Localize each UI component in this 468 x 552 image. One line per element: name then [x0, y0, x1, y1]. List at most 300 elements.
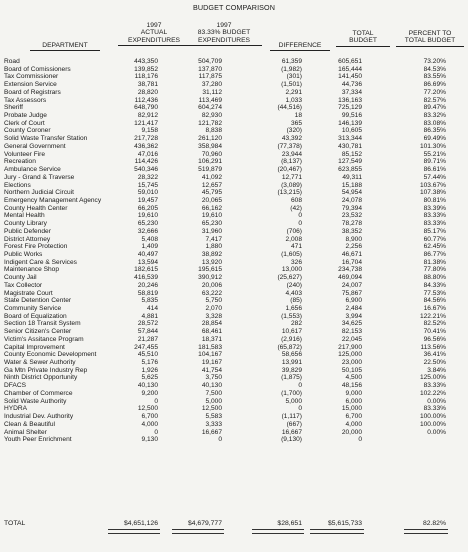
percent-cell: 83.32% [423, 112, 446, 120]
actual-cell: 59,010 [137, 189, 158, 197]
table-row [0, 104, 468, 112]
total-budget-cell: 10,605 [341, 127, 362, 135]
percent-cell: 89.71% [423, 158, 446, 166]
difference-cell: 13,000 [281, 266, 302, 274]
budget-cell: 12,500 [201, 405, 222, 413]
difference-cell: (42) [290, 204, 302, 212]
actual-cell: 6,700 [141, 413, 158, 421]
department-cell: Northern Judicial Circuit [4, 189, 74, 197]
percent-cell: 83.39% [423, 204, 446, 212]
difference-cell: 23,944 [281, 150, 302, 158]
total-actual: $4,651,126 [123, 520, 158, 527]
table-row [0, 282, 468, 290]
difference-cell: (13,215) [277, 189, 302, 197]
department-cell: Road [4, 58, 20, 65]
difference-cell: (301) [286, 73, 302, 81]
budget-cell: 3,333 [205, 420, 222, 428]
budget-cell: 117,875 [198, 73, 222, 81]
actual-cell: 40,130 [137, 382, 158, 390]
total-total-budget: $5,615,733 [327, 520, 362, 527]
department-cell: Public Defender [4, 227, 51, 235]
table-row [0, 97, 468, 105]
budget-cell: 1,880 [205, 243, 222, 251]
department-cell: District Attorney [4, 235, 51, 243]
total-budget-cell: 430,781 [338, 142, 362, 150]
table-row [0, 367, 468, 375]
percent-cell: 102.22% [419, 389, 446, 397]
table-row [0, 81, 468, 89]
department-cell: Section 18 Transit System [4, 320, 81, 328]
actual-cell: 414 [146, 305, 158, 312]
difference-cell: 58,656 [281, 351, 302, 359]
total-budget-cell: 0 [358, 436, 362, 444]
total-label: TOTAL [4, 520, 26, 527]
difference-cell: 1,656 [285, 305, 302, 312]
total-budget-cell: 136,163 [338, 96, 362, 104]
table-row [0, 220, 468, 228]
actual-cell: 121,417 [134, 119, 158, 127]
difference-cell: (1,553) [281, 312, 302, 320]
total-budget-cell: 6,900 [345, 297, 362, 305]
percent-cell: 100.00% [419, 413, 446, 421]
table-row [0, 429, 468, 437]
department-cell: Tax Collector [4, 281, 43, 289]
actual-cell: 9,158 [141, 127, 158, 135]
total-budget-cell: 2,256 [345, 243, 362, 251]
total-budget-cell: 37,334 [341, 88, 362, 96]
difference-cell: (320) [286, 127, 302, 135]
actual-cell: 57,844 [137, 328, 158, 336]
difference-cell: (3,089) [281, 181, 302, 189]
actual-cell: 28,572 [137, 320, 158, 328]
table-row [0, 251, 468, 259]
department-cell: Industrial Dev. Authority [4, 413, 74, 421]
total-budget-cell: 16,704 [341, 258, 362, 266]
table-row [0, 328, 468, 336]
department-cell: Board of Equalization [4, 312, 67, 320]
table-row [0, 66, 468, 74]
total-budget-cell: 127,549 [338, 158, 362, 166]
percent-cell: 83.33% [423, 382, 446, 390]
total-budget-cell: 6,700 [345, 413, 362, 421]
table-row [0, 313, 468, 321]
percent-cell: 82.52% [423, 320, 446, 328]
difference-cell: (240) [286, 281, 302, 289]
department-cell: Board of Registrars [4, 88, 61, 96]
budget-cell: 2,070 [205, 305, 222, 312]
difference-cell: 12,771 [281, 173, 302, 181]
difference-cell: 0 [298, 212, 302, 220]
total-budget-cell: 15,000 [341, 405, 362, 413]
table-row [0, 359, 468, 367]
budget-cell: 7,500 [205, 389, 222, 397]
budget-cell: 5,583 [205, 413, 222, 421]
difference-cell: (667) [286, 420, 302, 428]
percent-cell: 101.30% [419, 142, 446, 150]
department-cell: General Government [4, 142, 66, 150]
difference-cell: (2,916) [281, 335, 302, 343]
percent-cell: 77.80% [423, 266, 446, 274]
actual-cell: 28,820 [137, 88, 158, 96]
department-cell: Solid Waste Transfer Station [4, 135, 88, 143]
table-row [0, 243, 468, 251]
department-cell: Sheriff [4, 104, 23, 112]
total-budget-cell: 44,736 [341, 81, 362, 89]
actual-cell: 21,287 [137, 335, 158, 343]
table-row [0, 413, 468, 421]
total-budget-cell: 9,000 [345, 389, 362, 397]
department-cell: County Coroner [4, 127, 51, 135]
budget-cell: 390,912 [198, 274, 222, 282]
percent-cell: 86.77% [423, 250, 446, 258]
table-row [0, 421, 468, 429]
budget-cell: 40,130 [201, 382, 222, 390]
table-row [0, 266, 468, 274]
difference-cell: 18 [294, 112, 302, 120]
table-row [0, 89, 468, 97]
total-budget-cell: 34,625 [341, 320, 362, 328]
difference-cell: 608 [290, 196, 302, 204]
budget-cell: 70,960 [201, 150, 222, 158]
department-cell: Animal Shelter [4, 428, 47, 436]
double-rule [404, 529, 448, 534]
difference-cell: (77,378) [277, 142, 302, 150]
table-row [0, 320, 468, 328]
double-rule [252, 529, 304, 534]
actual-cell: 416,539 [134, 274, 158, 282]
total-budget-cell: 23,000 [341, 359, 362, 367]
actual-cell: 436,362 [134, 142, 158, 150]
actual-cell: 38,781 [137, 81, 158, 89]
percent-cell: 83.08% [423, 119, 446, 127]
budget-cell: 13,920 [201, 258, 222, 266]
percent-cell: 80.81% [423, 196, 446, 204]
header-budget-expenditures: 1997 83.33% BUDGET EXPENDITURES [186, 22, 262, 46]
table-row [0, 228, 468, 236]
difference-cell: 61,359 [281, 58, 302, 65]
budget-cell: 504,709 [198, 58, 222, 65]
budget-cell: 113,469 [198, 96, 222, 104]
actual-cell: 58,819 [137, 289, 158, 297]
percent-cell: 60.77% [423, 235, 446, 243]
table-row [0, 351, 468, 359]
percent-cell: 83.33% [423, 220, 446, 228]
table-row [0, 205, 468, 213]
percent-cell: 83.33% [423, 405, 446, 413]
department-cell: Public Works [4, 250, 43, 258]
budget-cell: 106,291 [198, 158, 222, 166]
budget-cell: 41,754 [201, 366, 222, 374]
percent-cell: 85.17% [423, 227, 446, 235]
budget-cell: 31,112 [202, 88, 222, 96]
table-row [0, 436, 468, 444]
department-cell: HYDRA [4, 405, 28, 413]
percent-cell: 16.67% [423, 305, 446, 312]
department-cell: DFACS [4, 382, 26, 390]
total-budget-cell: 725,129 [338, 104, 362, 112]
table-row [0, 297, 468, 305]
budget-cell: 41,092 [201, 173, 222, 181]
difference-cell: (9,130) [281, 436, 302, 444]
total-budget-cell: 234,738 [338, 266, 362, 274]
total-budget-cell: 50,105 [341, 366, 362, 374]
difference-cell: 10,617 [281, 328, 302, 336]
actual-cell: 20,246 [137, 281, 158, 289]
budget-cell: 137,870 [198, 65, 222, 73]
budget-cell: 519,879 [198, 166, 222, 174]
total-budget-cell: 15,188 [341, 181, 362, 189]
actual-cell: 4,000 [141, 420, 158, 428]
total-budget-cell: 79,394 [341, 204, 362, 212]
percent-cell: 0.00% [427, 397, 446, 405]
percent-cell: 86.35% [423, 127, 446, 135]
percent-cell: 100.00% [419, 420, 446, 428]
budget-cell: 16,667 [201, 428, 222, 436]
total-budget-cell: 3,994 [345, 312, 362, 320]
actual-cell: 45,510 [137, 351, 158, 359]
table-row [0, 120, 468, 128]
percent-cell: 113.56% [420, 343, 446, 351]
difference-cell: 5,000 [285, 397, 302, 405]
double-rule [172, 529, 224, 534]
total-budget-cell: 469,094 [338, 274, 362, 282]
budget-cell: 28,854 [201, 320, 222, 328]
actual-cell: 5,625 [141, 374, 158, 382]
department-cell: Ga Mtn Private Industry Rep [4, 366, 88, 374]
actual-cell: 28,322 [137, 173, 158, 181]
department-cell: County Economic Development [4, 351, 97, 359]
percent-cell: 36.41% [423, 351, 446, 359]
total-row [0, 519, 468, 528]
percent-cell: 55.21% [423, 150, 446, 158]
difference-cell: 1,033 [285, 96, 302, 104]
total-budget-cell: 165,444 [338, 65, 362, 73]
difference-cell: (85) [290, 297, 302, 305]
actual-cell: 217,728 [134, 135, 158, 143]
budget-cell: 20,006 [201, 281, 222, 289]
budget-cell: 66,162 [201, 204, 222, 212]
actual-cell: 0 [154, 428, 158, 436]
total-budget-cell: 78,278 [341, 220, 362, 228]
budget-cell: 0 [218, 436, 222, 444]
budget-cell: 12,657 [201, 181, 222, 189]
table-row [0, 236, 468, 244]
department-cell: Clerk of Court [4, 119, 45, 127]
difference-cell: 2,008 [285, 235, 302, 243]
difference-cell: (25,627) [277, 274, 302, 282]
budget-cell: 18,371 [201, 335, 222, 343]
total-budget-cell: 24,007 [341, 281, 362, 289]
department-cell: State Detention Center [4, 297, 72, 305]
table-row [0, 390, 468, 398]
difference-cell: (8,137) [281, 158, 302, 166]
percent-cell: 22.50% [423, 359, 446, 367]
department-cell: Tax Assessors [4, 96, 47, 104]
total-difference: $28,651 [277, 520, 302, 527]
budget-cell: 82,930 [201, 112, 222, 120]
table-row [0, 174, 468, 182]
difference-cell: 282 [290, 320, 302, 328]
department-cell: Elections [4, 181, 31, 189]
department-cell: Chamber of Commerce [4, 389, 73, 397]
percent-cell: 77.53% [423, 289, 446, 297]
total-budget-cell: 54,954 [341, 189, 362, 197]
department-cell: Ninth District Opportunity [4, 374, 78, 382]
actual-cell: 540,346 [134, 166, 158, 174]
difference-cell: 39,829 [281, 366, 302, 374]
percent-cell: 70.41% [423, 328, 446, 336]
table-row [0, 259, 468, 267]
actual-cell: 47,016 [137, 150, 158, 158]
department-cell: Capital Improvement [4, 343, 65, 351]
actual-cell: 40,497 [137, 250, 158, 258]
difference-cell: (1,700) [281, 389, 302, 397]
budget-cell: 5,000 [205, 397, 222, 405]
table-row [0, 135, 468, 143]
department-cell: Community Service [4, 305, 62, 312]
difference-cell: 0 [298, 382, 302, 390]
difference-cell: 471 [290, 243, 302, 251]
budget-cell: 195,615 [198, 266, 222, 274]
percent-cell: 82.57% [423, 96, 446, 104]
actual-cell: 5,835 [141, 297, 158, 305]
department-cell: Mental Health [4, 212, 45, 220]
actual-cell: 114,426 [134, 158, 158, 166]
actual-cell: 19,457 [137, 196, 158, 204]
department-cell: Forest Fire Protection [4, 243, 68, 251]
department-cell: Tax Commissioner [4, 73, 59, 81]
percent-cell: 125.00% [419, 374, 446, 382]
header-actual-expenditures: 1997 ACTUAL EXPENDITURES [118, 22, 190, 46]
budget-cell: 63,222 [201, 289, 222, 297]
percent-cell: 0.00% [427, 428, 446, 436]
percent-cell: 81.38% [423, 258, 446, 266]
total-percent: 82.82% [422, 520, 446, 527]
actual-cell: 13,594 [137, 258, 158, 266]
total-budget-cell: 49,311 [342, 173, 362, 181]
actual-cell: 9,130 [141, 436, 158, 444]
table-row [0, 336, 468, 344]
actual-cell: 1,409 [141, 243, 158, 251]
actual-cell: 648,790 [134, 104, 158, 112]
budget-cell: 19,167 [201, 359, 222, 367]
total-budget-cell: 8,900 [345, 235, 362, 243]
department-cell: County Jail [4, 274, 37, 282]
department-cell: Water & Sewer Authority [4, 359, 76, 367]
budget-cell: 3,750 [205, 374, 222, 382]
total-budget-cell: 125,000 [338, 351, 362, 359]
difference-cell: 326 [290, 258, 302, 266]
difference-cell: 4,403 [285, 289, 302, 297]
total-budget-cell: 24,078 [341, 196, 362, 204]
actual-cell: 4,881 [141, 312, 158, 320]
percent-cell: 84.56% [423, 297, 446, 305]
budget-table-body [0, 58, 468, 444]
department-cell: Magistrate Court [4, 289, 53, 297]
table-row [0, 382, 468, 390]
percent-cell: 57.44% [423, 173, 446, 181]
difference-cell: (1,982) [281, 65, 302, 73]
header-percent-to-total-budget: PERCENT TO TOTAL BUDGET [396, 30, 464, 47]
budget-cell: 37,280 [201, 81, 222, 89]
department-cell: County Library [4, 220, 47, 228]
total-budget-cell: 20,000 [341, 428, 362, 436]
department-cell: Extension Service [4, 81, 57, 89]
table-row [0, 212, 468, 220]
table-row [0, 398, 468, 406]
total-budget-cell: 38,352 [341, 227, 362, 235]
header-total-budget: TOTAL BUDGET [336, 30, 390, 47]
department-cell: Jury - Grand & Traverse [4, 173, 75, 181]
table-row [0, 344, 468, 352]
actual-cell: 112,436 [134, 96, 158, 104]
budget-cell: 8,838 [205, 127, 222, 135]
actual-cell: 247,455 [134, 343, 158, 351]
difference-cell: (65,872) [277, 343, 302, 351]
budget-cell: 45,795 [201, 189, 222, 197]
percent-cell: 103.67% [419, 181, 446, 189]
difference-cell: (1,117) [281, 413, 302, 421]
difference-cell: (706) [286, 227, 302, 235]
total-budget-cell: 46,671 [341, 250, 362, 258]
table-row [0, 274, 468, 282]
total-budget-cell: 2,484 [345, 305, 362, 312]
department-cell: Victim's Assitance Program [4, 335, 84, 343]
table-row [0, 73, 468, 81]
department-cell: Solid Waste Authority [4, 397, 67, 405]
actual-cell: 66,205 [137, 204, 158, 212]
table-row [0, 305, 468, 313]
total-budget-cell: 22,045 [341, 335, 362, 343]
total-budget-cell: 6,000 [345, 397, 362, 405]
budget-cell: 7,417 [205, 235, 222, 243]
table-row [0, 143, 468, 151]
total-budget-cell: 141,450 [338, 73, 362, 81]
budget-cell: 19,610 [201, 212, 222, 220]
total-budget-cell: 313,344 [338, 135, 362, 143]
table-row [0, 166, 468, 174]
percent-cell: 84.33% [423, 281, 446, 289]
difference-cell: (44,516) [277, 104, 302, 112]
actual-cell: 82,912 [137, 112, 158, 120]
total-budget-cell: 4,000 [345, 420, 362, 428]
table-row [0, 151, 468, 159]
budget-cell: 31,960 [201, 227, 222, 235]
actual-cell: 139,852 [134, 65, 158, 73]
table-row [0, 58, 468, 66]
total-budget-expenditures: $4,679,777 [187, 520, 222, 527]
table-row [0, 374, 468, 382]
department-cell: County Health Center [4, 204, 68, 212]
department-cell: Indigent Care & Services [4, 258, 77, 266]
total-budget-cell: 605,651 [338, 58, 362, 65]
percent-cell: 88.80% [423, 274, 446, 282]
actual-cell: 12,500 [137, 405, 158, 413]
percent-cell: 3.84% [427, 366, 446, 374]
budget-cell: 104,167 [198, 351, 222, 359]
table-row [0, 405, 468, 413]
difference-cell: 16,667 [281, 428, 302, 436]
department-cell: Clean & Beautiful [4, 420, 55, 428]
percent-cell: 96.56% [423, 335, 446, 343]
total-budget-cell: 48,156 [341, 382, 362, 390]
department-cell: Recreation [4, 158, 36, 166]
percent-cell: 86.69% [423, 81, 446, 89]
department-cell: Volunteer Fire [4, 150, 46, 158]
actual-cell: 5,408 [141, 235, 158, 243]
total-budget-cell: 75,867 [341, 289, 362, 297]
budget-cell: 3,328 [205, 312, 222, 320]
